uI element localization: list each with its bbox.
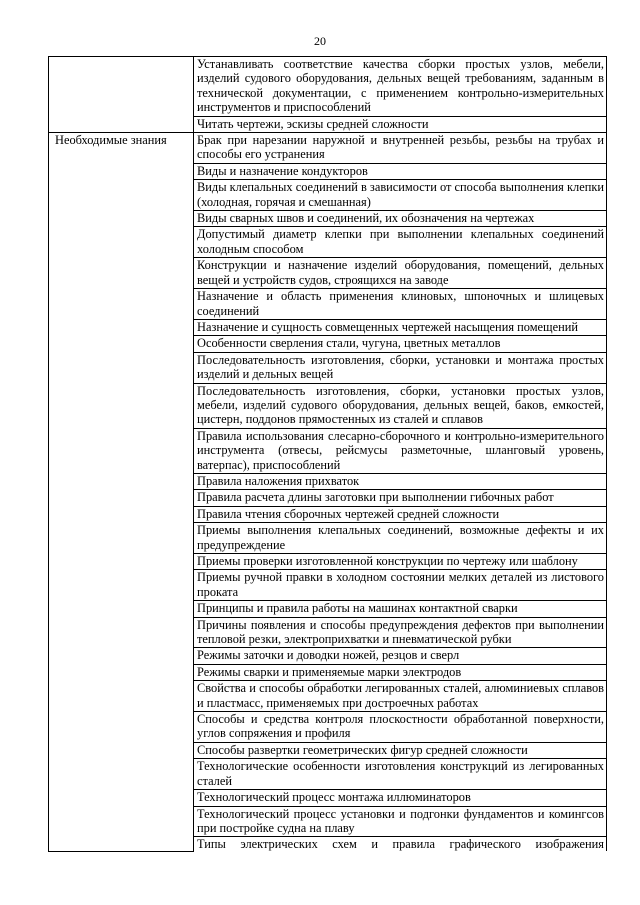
knowledge-item: Технологический процесс монтажа иллюминаторов bbox=[194, 790, 607, 806]
knowledge-item: Конструкции и назначение изделий оборудования, помещений, дельных вещей и устройств судов, строящихся на заводе bbox=[194, 258, 607, 289]
table-row bbox=[49, 57, 607, 117]
knowledge-item: Правила чтения сборочных чертежей средней сложности bbox=[194, 506, 607, 522]
knowledge-item-cut bbox=[194, 837, 607, 852]
knowledge-label: Необходимые знания bbox=[49, 133, 194, 852]
knowledge-item: Способы и средства контроля плоскостности обработанной поверхности, углов сопряжения и профиля bbox=[194, 712, 607, 743]
skill-item: Читать чертежи, эскизы средней сложности bbox=[194, 116, 607, 132]
knowledge-item: Свойства и способы обработки легированных сталей, алюминиевых сплавов и пластмасс, применяемых при достроечных работах bbox=[194, 681, 607, 712]
table-row bbox=[49, 133, 607, 164]
knowledge-item: Правила наложения прихваток bbox=[194, 473, 607, 489]
skills-label-cell bbox=[49, 57, 194, 133]
knowledge-item: Назначение и сущность совмещенных чертежей насыщения помещений bbox=[194, 319, 607, 335]
knowledge-item: Приемы ручной правки в холодном состоянии мелких деталей из листового проката bbox=[194, 570, 607, 601]
knowledge-item: Виды клепальных соединений в зависимости от способа выполнения клепки (холодная, горячая и смешанная) bbox=[194, 180, 607, 211]
knowledge-item: Правила расчета длины заготовки при выполнении гибочных работ bbox=[194, 490, 607, 506]
knowledge-item: Способы развертки геометрических фигур средней сложности bbox=[194, 742, 607, 758]
competency-table-body bbox=[49, 57, 607, 852]
knowledge-item: Особенности сверления стали, чугуна, цветных металлов bbox=[194, 336, 607, 352]
knowledge-item: Приемы выполнения клепальных соединений, возможные дефекты и их предупреждение bbox=[194, 523, 607, 554]
competency-table bbox=[48, 56, 607, 852]
knowledge-item: Режимы заточки и доводки ножей, резцов и сверл bbox=[194, 648, 607, 664]
knowledge-item: Технологические особенности изготовления конструкций из легированных сталей bbox=[194, 759, 607, 790]
knowledge-item: Правила использования слесарно-сборочного и контрольно-измерительного инструмента (отвесы, рейсмусы разметочные, шланговый уровень, ватерпас), приспособлений bbox=[194, 428, 607, 473]
knowledge-item: Принципы и правила работы на машинах контактной сварки bbox=[194, 601, 607, 617]
knowledge-item: Назначение и область применения клиновых, шпоночных и шлицевых соединений bbox=[194, 289, 607, 320]
knowledge-item: Брак при нарезании наружной и внутренней резьбы, резьбы на трубах и способы его устранения bbox=[194, 133, 607, 164]
knowledge-item: Последовательность изготовления, сборки, установки и монтажа простых изделий и дельных вещей bbox=[194, 352, 607, 383]
page-number: 20 bbox=[314, 34, 326, 48]
knowledge-item: Виды и назначение кондукторов bbox=[194, 163, 607, 179]
knowledge-item: Приемы проверки изготовленной конструкции по чертежу или шаблону bbox=[194, 554, 607, 570]
knowledge-item: Технологический процесс установки и подгонки фундаментов и комингсов при постройке судна на плаву bbox=[194, 806, 607, 837]
knowledge-item: Причины появления и способы предупреждения дефектов при выполнении тепловой резки, электроприхватки и пневматической рубки bbox=[194, 617, 607, 648]
knowledge-item: Допустимый диаметр клепки при выполнении клепальных соединений холодным способом bbox=[194, 227, 607, 258]
knowledge-item: Виды сварных швов и соединений, их обозначения на чертежах bbox=[194, 211, 607, 227]
knowledge-item: Последовательность изготовления, сборки, установки простых узлов, мебели, изделий судового оборудования, дельных вещей, баков, емкостей, цистерн, поддонов прямостенных из сталей и сплавов bbox=[194, 383, 607, 428]
skill-item: Устанавливать соответствие качества сборки простых узлов, мебели, изделий судового оборудования, дельных вещей требованиям, заданным в технической документации, с применением контрольно-измерительных инструментов и приспособлений bbox=[194, 57, 607, 117]
knowledge-item-cut-text: Типы электрических схем и правила графического изображения bbox=[197, 837, 604, 852]
knowledge-item: Режимы сварки и применяемые марки электродов bbox=[194, 664, 607, 680]
